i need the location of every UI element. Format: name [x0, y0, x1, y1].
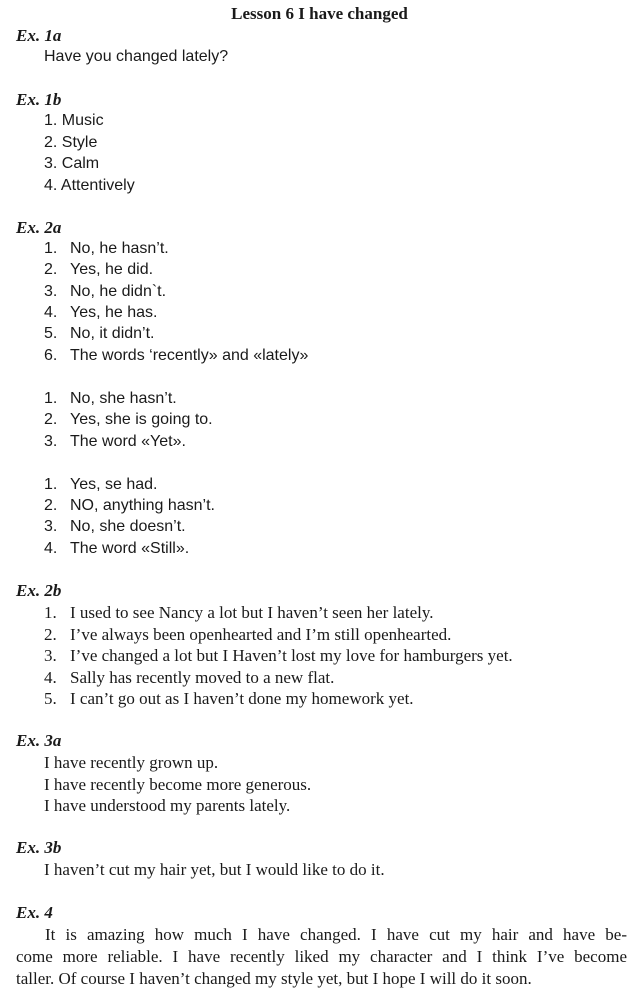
ex-4-heading: Ex. 4 — [16, 903, 53, 922]
ex-2a-heading: Ex. 2a — [16, 218, 62, 237]
ex-2b-item — [44, 645, 513, 666]
item-text: I’ve always been openhearted and I’m still openhearted. — [70, 625, 452, 644]
item-text: Yes, se had. — [70, 476, 158, 493]
ex-2a-item — [44, 410, 213, 430]
item-number: 2. — [44, 411, 58, 428]
paragraph-line: taller. Of course I haven’t changed my style yet, but I hope I will do it soon. — [16, 969, 532, 988]
ex-3a-line: I have recently grown up. — [44, 753, 219, 772]
ex-2b-item — [44, 688, 414, 709]
item-text: No, she hasn’t. — [70, 390, 177, 407]
ex-2b-item — [44, 624, 451, 645]
item-number: 2. — [44, 261, 58, 278]
item-number: 2. — [44, 497, 58, 514]
ex-1b-item: 4. Attentively — [44, 177, 135, 194]
item-text: I’ve changed a lot but I Haven’t lost my love for hamburgers yet. — [70, 646, 513, 665]
ex-3a-line: I have understood my parents lately. — [44, 796, 291, 815]
ex-2a-item — [44, 496, 215, 516]
item-number: 1. — [44, 390, 58, 407]
ex-1a-heading: Ex. 1a — [16, 26, 62, 45]
ex-2a-item — [44, 389, 177, 409]
ex-2a-item — [44, 432, 186, 452]
ex-1b-item: 2. Style — [44, 134, 98, 151]
item-text: The word «Still». — [70, 540, 190, 557]
item-text: I used to see Nancy a lot but I haven’t seen her lately. — [70, 603, 434, 622]
ex-2b-item — [44, 667, 334, 688]
ex-2b-item — [44, 602, 433, 623]
ex-4-paragraph — [16, 924, 627, 990]
ex-1b-item: 3. Calm — [44, 155, 100, 172]
ex-1a-answer: Have you changed lately? — [44, 48, 229, 65]
item-text: I can’t go out as I haven’t done my homework yet. — [70, 689, 414, 708]
item-text: Sally has recently moved to a new flat. — [70, 668, 335, 687]
item-text: Yes, he did. — [70, 261, 154, 278]
ex-3a-line: I have recently become more generous. — [44, 775, 312, 794]
item-text: NO, anything hasn’t. — [70, 497, 215, 514]
item-text: Yes, he has. — [70, 304, 158, 321]
ex-3b-answer: I haven’t cut my hair yet, but I would like to do it. — [44, 860, 385, 879]
item-number: 3. — [44, 433, 58, 450]
item-text: No, she doesn’t. — [70, 518, 186, 535]
item-number: 4. — [44, 304, 58, 321]
item-number: 3. — [44, 283, 58, 300]
ex-2b-heading: Ex. 2b — [16, 581, 62, 600]
ex-2a-item — [44, 346, 308, 366]
item-number: 5. — [44, 325, 58, 342]
paragraph-line: come more reliable. I have recently liked my character and I think I’ve become — [16, 947, 627, 966]
item-text: No, he hasn’t. — [70, 240, 169, 257]
item-number: 5. — [44, 689, 57, 708]
ex-2a-item — [44, 260, 153, 280]
item-number: 3. — [44, 518, 58, 535]
ex-2a-item — [44, 475, 157, 495]
ex-1b-heading: Ex. 1b — [16, 90, 62, 109]
item-number: 3. — [44, 646, 57, 665]
item-text: No, it didn’t. — [70, 325, 155, 342]
ex-2a-item — [44, 303, 157, 323]
paragraph-line: It is amazing how much I have changed. I have cut my hair and have be- — [45, 925, 627, 944]
ex-2a-item — [44, 539, 189, 559]
ex-3b-heading: Ex. 3b — [16, 838, 62, 857]
ex-2a-item — [44, 517, 186, 537]
item-text: Yes, she is going to. — [70, 411, 213, 428]
item-number: 2. — [44, 625, 57, 644]
item-text: No, he didn`t. — [70, 283, 167, 300]
item-number: 1. — [44, 240, 58, 257]
ex-3a-heading: Ex. 3a — [16, 731, 62, 750]
item-text: The word «Yet». — [70, 433, 186, 450]
lesson-title: Lesson 6 I have changed — [231, 4, 408, 23]
item-number: 4. — [44, 668, 57, 687]
ex-2a-item — [44, 324, 154, 344]
item-number: 4. — [44, 540, 58, 557]
item-number: 1. — [44, 476, 58, 493]
ex-2a-item — [44, 282, 166, 302]
ex-2a-item — [44, 239, 169, 259]
ex-1b-item: 1. Music — [44, 112, 104, 129]
item-number: 1. — [44, 603, 57, 622]
item-number: 6. — [44, 347, 58, 364]
item-text: The words ‘recently» and «lately» — [70, 347, 309, 364]
